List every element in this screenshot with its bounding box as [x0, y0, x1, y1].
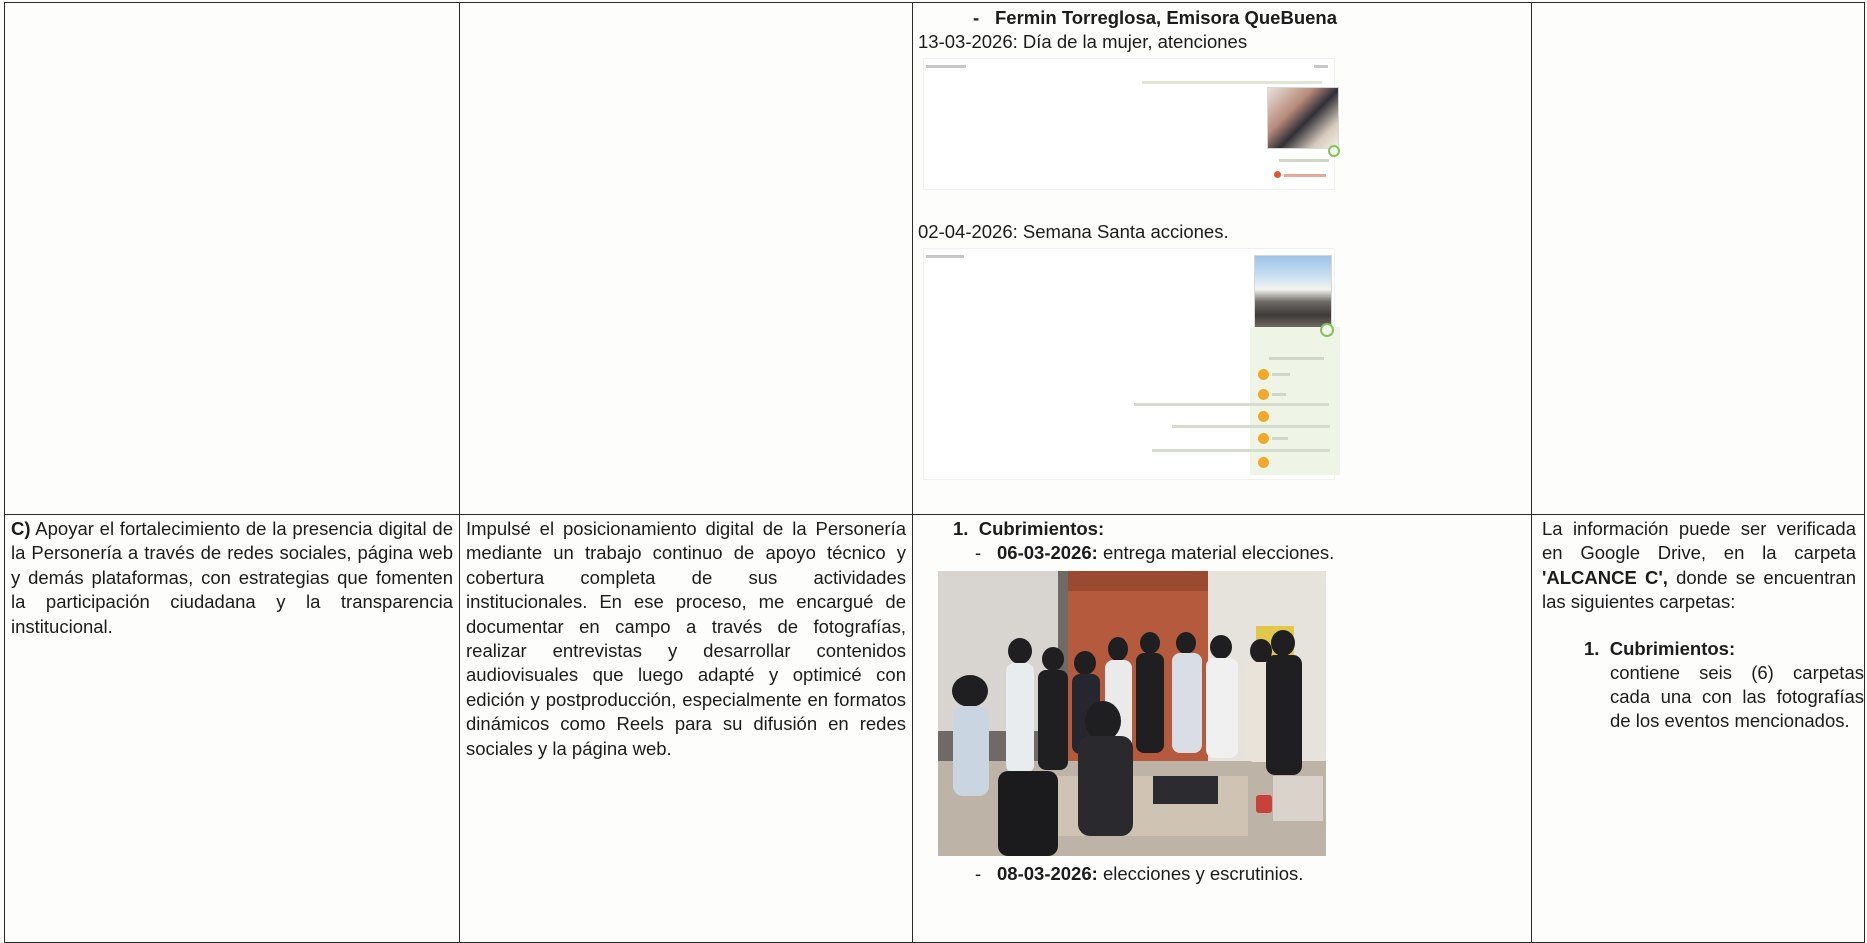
- event-photo: [938, 571, 1326, 856]
- dash-bullet: -: [973, 7, 980, 28]
- list-item: [913, 862, 1531, 886]
- contact-line: [913, 6, 1531, 30]
- event-photo-thumbnail: [1267, 87, 1339, 149]
- item-date: 08-03-2026:: [997, 863, 1098, 884]
- cell-evidence: [913, 515, 1532, 943]
- objective-text: [5, 515, 459, 639]
- activity-description: Impulsé el posicionamiento digital de la Personería mediante un trabajo continuo de apoyo técnico y cobertura completa de sus actividades institucionales. En ese proceso, me encargué de documentar en campo a través de fotografías, realizar entrevistas y desarrollar contenidos audiovisuales que luego adapté y optimicé con edición y postproducción, especialmente en formatos dinámicos como Reels para su difusión en redes sociales y la página web.: [466, 518, 906, 759]
- cell-evidence: [913, 3, 1532, 515]
- list-title: Cubrimientos:: [1609, 637, 1736, 659]
- cell-verification-empty: [1532, 3, 1865, 515]
- cell-activity-empty: [460, 3, 913, 515]
- dash-bullet: -: [975, 542, 982, 563]
- verification-intro-end: donde se encuentran las siguientes carpetas:: [1542, 566, 1856, 613]
- social-post-screenshot-2: [923, 248, 1335, 480]
- cell-objective-empty: [5, 3, 460, 515]
- contact-name: Fermin Torreglosa, Emisora QueBuena: [995, 7, 1337, 28]
- social-post-screenshot-1: [923, 58, 1335, 190]
- event-photo-thumbnail: [1254, 255, 1332, 331]
- objective-description: Apoyar el fortalecimiento de la presencia digital de la Personería a través de redes sociales, página web y demás plataformas, con estrategias que fomenten la participación ciudadana y la transparencia institucional.: [11, 518, 454, 637]
- item-desc: elecciones y escrutinios.: [1102, 863, 1304, 884]
- screenshot-header: [926, 65, 1326, 69]
- list-heading: [913, 517, 1531, 541]
- list-item: [913, 541, 1531, 565]
- objective-letter: C): [11, 518, 31, 539]
- list-number: 1.: [1584, 637, 1600, 659]
- list-title: Cubrimientos:: [978, 518, 1105, 539]
- meeting-photo-illustration: [938, 571, 1326, 856]
- folder-list-heading: [1584, 637, 1864, 661]
- verification-intro: La información puede ser verificada en Google Drive, en la carpeta: [1542, 518, 1856, 564]
- table-row: [5, 3, 1865, 515]
- caption-holy-week: 02-04-2026: Semana Santa acciones.: [918, 221, 1229, 242]
- caption-womens-day: 13-03-2026: Día de la mujer, atenciones: [918, 31, 1248, 52]
- dash-bullet: -: [975, 863, 982, 884]
- report-table: [4, 2, 1865, 943]
- folder-description: contiene seis (6) carpetas cada una con las fotografías de los eventos mencionados.: [1610, 661, 1864, 732]
- list-number: 1.: [953, 518, 969, 539]
- table-row: [5, 515, 1865, 943]
- cell-activity: [460, 515, 913, 943]
- verification-text: [1532, 515, 1864, 615]
- folder-list: [1532, 615, 1864, 734]
- item-desc: entrega material elecciones.: [1102, 542, 1335, 563]
- cell-objective: [5, 515, 460, 943]
- item-date: 06-03-2026:: [997, 542, 1098, 563]
- chat-reply-panel: [1250, 327, 1340, 475]
- cell-verification: [1532, 515, 1865, 943]
- drive-folder-name: 'ALCANCE C',: [1542, 566, 1668, 588]
